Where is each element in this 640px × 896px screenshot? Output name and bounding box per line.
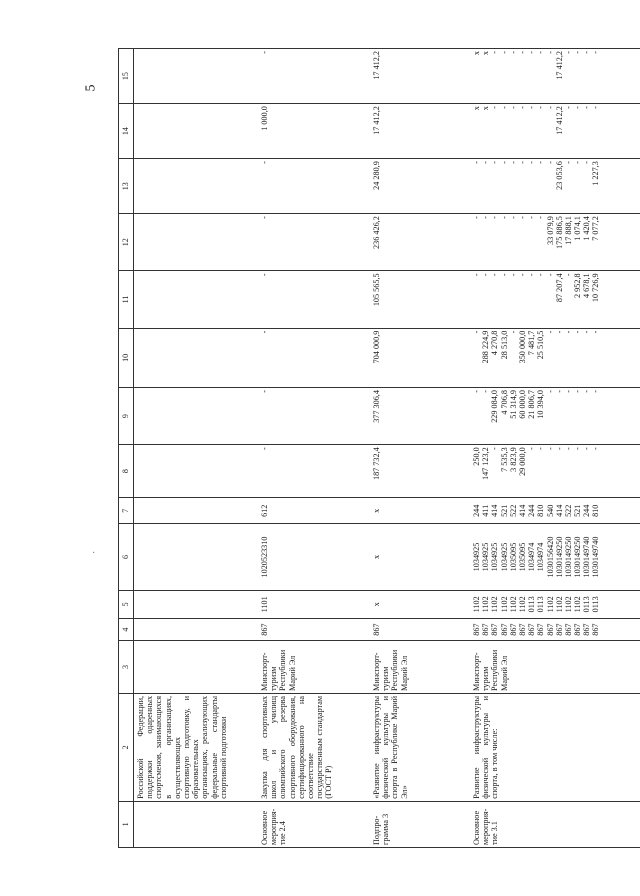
- cell-line: 1102: [545, 596, 555, 613]
- cell-line: 21 806,7: [527, 390, 537, 419]
- cell-line: -: [472, 330, 481, 334]
- cell-line: 350 000,0: [517, 330, 527, 364]
- cell-line: 1030149250: [573, 536, 583, 578]
- cell-line: 28 513,0: [499, 330, 509, 360]
- col-header: 5: [119, 590, 134, 619]
- cell-line: 1035095: [517, 542, 527, 572]
- cell-line: 7 535,3: [499, 447, 509, 472]
- cell-line: 867: [536, 623, 546, 636]
- cell-line: -: [563, 447, 573, 450]
- cell-line: 414: [554, 504, 564, 517]
- cell-line: 1030149250: [563, 536, 573, 578]
- cell-col-3: Минспорт-туризм Республики Марий Эл: [258, 641, 370, 694]
- cell-line: 33 079,9: [545, 216, 555, 245]
- cell-line: -: [582, 330, 592, 334]
- cell-line: -: [591, 106, 601, 109]
- cell-col-5: [470, 590, 640, 619]
- cell-line: 411: [481, 504, 491, 517]
- col-header: 9: [119, 388, 134, 445]
- cell-col-4: [470, 619, 640, 641]
- cell-col-8: [470, 445, 640, 498]
- col-header: 1: [119, 801, 134, 847]
- col-header: 12: [119, 214, 134, 271]
- column-number-row: [119, 49, 134, 848]
- cell-line: 0113: [591, 596, 601, 613]
- cell-line: -: [591, 390, 601, 393]
- cell-line: -: [545, 51, 555, 54]
- cell-line: -: [573, 330, 583, 334]
- cell-line: 0113: [582, 596, 592, 613]
- cell-line: 1102: [554, 596, 564, 613]
- cell-line: 1030149740: [591, 536, 601, 578]
- col-header: 3: [119, 641, 134, 694]
- cell-line: -: [508, 330, 518, 334]
- cell-line: -: [508, 216, 518, 219]
- cell-line: -: [591, 51, 601, 54]
- cell-line: -: [527, 51, 537, 54]
- cell-col-12: -: [258, 214, 370, 271]
- cell-line: -: [481, 390, 491, 393]
- cell-col-6: 1020523310: [258, 524, 370, 590]
- cell-line: 522: [508, 504, 518, 517]
- cell-line: 522: [563, 504, 573, 517]
- cell-line: -: [499, 161, 509, 164]
- cell-line: -: [517, 273, 527, 277]
- cell-line: 244: [582, 504, 592, 517]
- cell-line: 1034974: [527, 542, 537, 572]
- cell-line: 1102: [481, 596, 491, 613]
- cell-line: 51 314,9: [508, 390, 518, 419]
- cell-line: 7 077,2: [591, 216, 601, 241]
- cell-line: -: [527, 447, 537, 450]
- cell-line: 867: [527, 623, 537, 636]
- cell-line: 288 224,9: [481, 330, 491, 364]
- cell-col-10: 704 000,9: [370, 328, 470, 387]
- cell-line: -: [472, 161, 481, 164]
- cell-line: 244: [472, 504, 481, 517]
- cell-line: -: [545, 273, 555, 277]
- cell-col-13: -: [258, 159, 370, 214]
- cell-line: -: [536, 51, 546, 54]
- cell-line: 1 074,1: [573, 216, 583, 241]
- col-header: 4: [119, 619, 134, 641]
- cell-col-3: Минспорт-туризм Республики Марий Эл: [370, 641, 470, 694]
- page-number: 5: [83, 84, 99, 92]
- cell-col-10: [470, 328, 640, 387]
- cell-col-15: 17 412,2: [370, 49, 470, 104]
- cell-line: -: [554, 330, 564, 334]
- col-header: 15: [119, 49, 134, 104]
- cell-line: 29 000,0: [517, 447, 527, 476]
- cell-line: -: [582, 106, 592, 109]
- cell-line: 521: [499, 504, 509, 517]
- cell-line: 87 207,4: [554, 273, 564, 303]
- cell-line: -: [563, 51, 573, 54]
- cell-line: -: [527, 161, 537, 164]
- cell-col-9: -: [258, 388, 370, 445]
- cell-line: 1034925: [481, 542, 491, 572]
- cell-line: -: [573, 106, 583, 109]
- cell-line: 0113: [536, 596, 546, 613]
- cell-line: 0113: [527, 596, 537, 613]
- cell-line: -: [582, 51, 592, 54]
- cell-line: 1030156420: [545, 536, 555, 578]
- cell-col-11: [470, 271, 640, 328]
- cell-line: 1102: [517, 596, 527, 613]
- table-body: [134, 49, 640, 848]
- cell-line: 810: [536, 504, 546, 517]
- budget-table-sheet: [118, 48, 606, 848]
- cell-col-5: 1101: [258, 590, 370, 619]
- cell-line: -: [499, 216, 509, 219]
- cell-line: -: [545, 447, 555, 450]
- cell-col-2: Закупка для спортивных школ и училищ олимпийского резерва спортивного оборудования, сертифицированного на соответствие государственным стандартам (ГОСТ Р): [258, 693, 370, 801]
- cell-line: -: [536, 273, 546, 277]
- cell-col-11: 105 565,5: [370, 271, 470, 328]
- cell-col-13: [470, 159, 640, 214]
- cell-col-4: 867: [370, 619, 470, 641]
- cell-line: -: [554, 447, 564, 450]
- cell-col-7: 612: [258, 498, 370, 524]
- cell-line: 867: [582, 623, 592, 636]
- cell-line: 540: [545, 504, 555, 517]
- cell-line: -: [481, 161, 491, 164]
- table-row: [470, 49, 640, 848]
- cell-line: -: [573, 390, 583, 393]
- cell-line: -: [563, 106, 573, 109]
- col-header: 13: [119, 159, 134, 214]
- cell-line: -: [472, 216, 481, 219]
- cell-line: -: [472, 390, 481, 393]
- col-header: 7: [119, 498, 134, 524]
- cell-col-13: 24 280,9: [370, 159, 470, 214]
- cell-line: -: [527, 216, 537, 219]
- continued-description: Российской Федерации, поддержки одаренных спортсменов, занимающихся в организациях, осуществляющих спортивную подготовку, и образовательных организациях, реализующих федеральные стандарты спортивной подготовки: [134, 693, 259, 801]
- cell-col-6: [470, 524, 640, 590]
- cell-col-11: -: [258, 271, 370, 328]
- cell-line: 60 000,0: [517, 390, 527, 419]
- cell-col-2: Развитие инфраструктуры физической культуры и спорта, в том числе:: [470, 693, 640, 801]
- cell-line: 1 420,4: [582, 216, 592, 241]
- cell-line: 244: [527, 504, 537, 517]
- cell-col-9: [470, 388, 640, 445]
- cell-line: 10 394,0: [536, 390, 546, 419]
- col-header: 8: [119, 445, 134, 498]
- cell-line: 25 510,5: [536, 330, 546, 360]
- cell-col-6: х: [370, 524, 470, 590]
- cell-line: 867: [545, 623, 555, 636]
- cell-line: -: [563, 390, 573, 393]
- cell-line: -: [499, 273, 509, 277]
- cell-line: -: [490, 216, 500, 219]
- cell-line: -: [490, 447, 500, 450]
- cell-col-10: -: [258, 328, 370, 387]
- cell-col-7: [470, 498, 640, 524]
- cell-line: -: [508, 106, 518, 109]
- cell-line: 1102: [573, 596, 583, 613]
- cell-line: 23 053,6: [554, 161, 564, 190]
- cell-line: 17 888,1: [563, 216, 573, 245]
- cell-line: -: [582, 161, 592, 164]
- cell-line: 4 678,1: [582, 273, 592, 298]
- cell-line: 17 412,2: [554, 51, 564, 80]
- cell-line: 7 481,7: [527, 330, 537, 356]
- cell-line: -: [536, 216, 546, 219]
- cell-line: 414: [490, 504, 500, 517]
- cell-line: -: [573, 51, 583, 54]
- table-row: [370, 49, 470, 848]
- cell-line: 175 886,5: [554, 216, 564, 249]
- cell-line: -: [508, 161, 518, 164]
- col-header: 11: [119, 271, 134, 328]
- cell-line: 3 823,9: [508, 447, 518, 472]
- cell-col-3: Минспорт-туризм Республики Марий Эл: [470, 641, 640, 694]
- cell-line: 810: [591, 504, 601, 517]
- cell-col-7: х: [370, 498, 470, 524]
- cell-col-5: х: [370, 590, 470, 619]
- cell-line: 1102: [472, 596, 481, 613]
- cell-line: 1102: [563, 596, 573, 613]
- cell-col-14: [470, 104, 640, 159]
- cell-col-1: Подпро-грамма 3: [370, 801, 470, 847]
- cell-line: 250,0: [472, 447, 481, 466]
- cell-line: 867: [481, 623, 491, 636]
- col-header: 6: [119, 524, 134, 590]
- table-row-continued: [134, 49, 259, 848]
- cell-line: -: [563, 330, 573, 334]
- cell-line: -: [545, 106, 555, 109]
- cell-line: -: [472, 273, 481, 277]
- cell-line: х: [481, 51, 491, 56]
- cell-line: -: [490, 51, 500, 54]
- cell-col-12: [470, 214, 640, 271]
- cell-line: 1035095: [508, 542, 518, 572]
- cell-col-4: 867: [258, 619, 370, 641]
- cell-line: -: [490, 161, 500, 164]
- cell-line: 867: [499, 623, 509, 636]
- cell-line: 867: [517, 623, 527, 636]
- cell-line: 867: [472, 623, 481, 636]
- cell-line: -: [582, 447, 592, 450]
- budget-table: [118, 48, 640, 848]
- cell-line: 521: [573, 504, 583, 517]
- cell-line: 1030149250: [554, 536, 564, 578]
- cell-line: 147 123,2: [481, 447, 491, 481]
- cell-line: -: [536, 106, 546, 109]
- cell-line: 867: [573, 623, 583, 636]
- cell-col-8: -: [258, 445, 370, 498]
- cell-line: 1102: [490, 596, 500, 613]
- col-header: 10: [119, 328, 134, 387]
- cell-line: -: [508, 273, 518, 277]
- cell-line: -: [527, 106, 537, 109]
- cell-line: 1102: [508, 596, 518, 613]
- cell-line: -: [545, 390, 555, 393]
- cell-line: х: [472, 51, 481, 56]
- cell-line: -: [517, 216, 527, 219]
- cell-line: 1034925: [499, 542, 509, 572]
- cell-line: -: [536, 447, 546, 450]
- cell-col-14: 1 000,0: [258, 104, 370, 159]
- cell-line: -: [490, 106, 500, 109]
- cell-line: 1102: [499, 596, 509, 613]
- cell-line: -: [481, 216, 491, 219]
- cell-col-14: 17 412,2: [370, 104, 470, 159]
- cell-col-1: Основное мероприя-тие 3.1: [470, 801, 640, 847]
- cell-line: 867: [591, 623, 601, 636]
- cell-col-12: 236 426,2: [370, 214, 470, 271]
- cell-line: -: [499, 51, 509, 54]
- cell-line: -: [573, 447, 583, 450]
- cell-line: -: [481, 273, 491, 277]
- cell-line: -: [554, 390, 564, 393]
- cell-line: 17 412,2: [554, 106, 564, 135]
- cell-line: -: [536, 161, 546, 164]
- cell-col-8: 187 732,4: [370, 445, 470, 498]
- cell-line: -: [545, 330, 555, 334]
- cell-line: -: [563, 273, 573, 277]
- cell-line: -: [517, 106, 527, 109]
- cell-line: -: [591, 447, 601, 450]
- cell-col-9: 377 306,4: [370, 388, 470, 445]
- cell-line: -: [545, 161, 555, 164]
- cell-line: -: [508, 51, 518, 54]
- margin-mark: ·: [92, 548, 96, 559]
- cell-line: х: [481, 106, 491, 111]
- cell-line: 1030149740: [582, 536, 592, 578]
- cell-line: 1034925: [490, 542, 500, 572]
- cell-line: 867: [508, 623, 518, 636]
- cell-line: 1034974: [536, 542, 546, 572]
- cell-line: 414: [517, 504, 527, 517]
- cell-line: 4 270,8: [490, 330, 500, 356]
- cell-line: -: [499, 106, 509, 109]
- cell-line: 10 726,9: [591, 273, 601, 303]
- table-row: [258, 49, 370, 848]
- cell-line: -: [527, 273, 537, 277]
- cell-line: 867: [563, 623, 573, 636]
- cell-line: 1034925: [472, 542, 481, 572]
- cell-line: 867: [554, 623, 564, 636]
- cell-line: 2 952,8: [573, 273, 583, 298]
- cell-line: -: [582, 390, 592, 393]
- col-header: 2: [119, 693, 134, 801]
- cell-line: 4 706,8: [499, 390, 509, 415]
- cell-line: х: [472, 106, 481, 111]
- cell-line: 229 084,0: [490, 390, 500, 423]
- cell-line: -: [517, 51, 527, 54]
- cell-line: -: [563, 161, 573, 164]
- cell-col-15: -: [258, 49, 370, 104]
- cell-line: -: [591, 330, 601, 334]
- cell-col-1: Основное мероприя-тие 2.4: [258, 801, 370, 847]
- cell-line: -: [517, 161, 527, 164]
- cell-line: -: [573, 161, 583, 164]
- cell-line: 867: [490, 623, 500, 636]
- cell-col-2: «Развитие инфраструктуры физической культуры и спорта в Республике Марий Эл»: [370, 693, 470, 801]
- cell-line: -: [490, 273, 500, 277]
- cell-line: 1 227,3: [591, 161, 601, 186]
- col-header: 14: [119, 104, 134, 159]
- cell-col-15: [470, 49, 640, 104]
